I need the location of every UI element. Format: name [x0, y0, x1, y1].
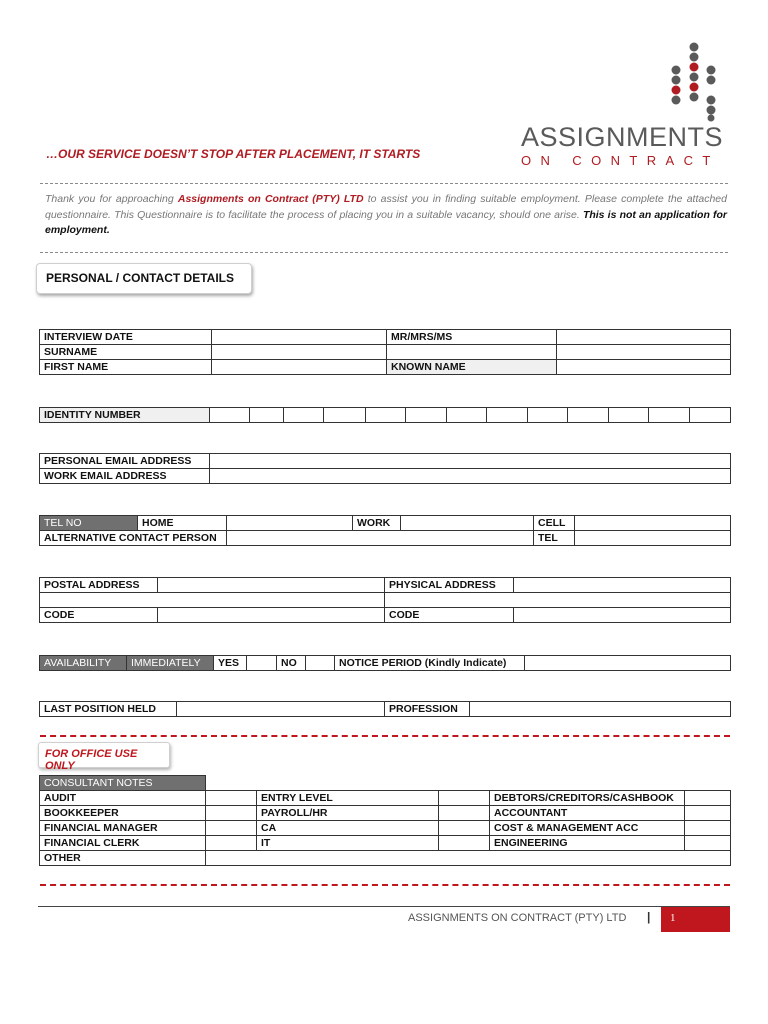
alt-tel-label: TEL	[534, 531, 575, 546]
blank-cell	[685, 776, 731, 791]
home-phone-field[interactable]	[227, 516, 353, 531]
yes-label: YES	[214, 656, 247, 671]
known-name-field[interactable]	[557, 360, 731, 375]
option-checkbox[interactable]	[439, 821, 490, 836]
option-label: AUDIT	[40, 791, 206, 806]
no-label: NO	[277, 656, 306, 671]
logo-subtitle: ON CONTRACT	[521, 153, 720, 168]
option-checkbox[interactable]	[685, 821, 731, 836]
notice-period-field[interactable]	[525, 656, 731, 671]
known-name-label: KNOWN NAME	[387, 360, 557, 375]
email-table	[39, 453, 731, 484]
surname-field[interactable]	[212, 345, 387, 360]
work-email-label: WORK EMAIL ADDRESS	[40, 469, 210, 484]
address-table	[39, 577, 731, 623]
option-label: DEBTORS/CREDITORS/CASHBOOK	[490, 791, 685, 806]
surname-label: SURNAME	[40, 345, 212, 360]
personal-email-label: PERSONAL EMAIL ADDRESS	[40, 454, 210, 469]
intro-text-2: to assist you in finding suitable employment. Please complete the attached questionnaire. This Questionnaire is to facilitate the process of placing you in a suitable vacancy, should one arise.	[45, 193, 727, 221]
surname-extra-field[interactable]	[387, 345, 557, 360]
footer-separator: |	[647, 910, 651, 924]
id-digit[interactable]	[406, 408, 447, 423]
blank-cell	[439, 776, 490, 791]
last-position-field[interactable]	[177, 702, 385, 717]
identity-number-label: IDENTITY NUMBER	[40, 408, 210, 423]
office-divider-top	[40, 735, 730, 737]
option-checkbox[interactable]	[206, 836, 257, 851]
immediately-label: IMMEDIATELY	[127, 656, 214, 671]
name-table	[39, 329, 731, 375]
option-checkbox[interactable]	[685, 836, 731, 851]
office-divider-bottom	[40, 884, 730, 886]
intro-disclaimer: This is not an application for employment.	[45, 208, 727, 236]
option-label: ENTRY LEVEL	[257, 791, 439, 806]
intro-company: Assignments on Contract (PTY) LTD	[177, 193, 364, 205]
id-digit[interactable]	[366, 408, 406, 423]
office-use-title: FOR OFFICE USE ONLY	[45, 748, 138, 772]
id-digit[interactable]	[284, 408, 324, 423]
page-number-box	[661, 907, 730, 932]
profession-label: PROFESSION	[385, 702, 470, 717]
divider-top	[40, 183, 728, 184]
id-digit[interactable]	[528, 408, 568, 423]
physical-code-field[interactable]	[514, 608, 731, 623]
no-checkbox[interactable]	[306, 656, 335, 671]
option-label: CA	[257, 821, 439, 836]
work-label: WORK	[353, 516, 401, 531]
id-digit[interactable]	[609, 408, 649, 423]
physical-address-field[interactable]	[514, 578, 731, 593]
section-title: PERSONAL / CONTACT DETAILS	[46, 271, 235, 285]
alt-contact-label: ALTERNATIVE CONTACT PERSON	[40, 531, 227, 546]
postal-address-label: POSTAL ADDRESS	[40, 578, 158, 593]
postal-address-field[interactable]	[158, 578, 385, 593]
option-checkbox[interactable]	[206, 821, 257, 836]
blank-cell	[206, 776, 257, 791]
postal-code-field[interactable]	[158, 608, 385, 623]
option-checkbox[interactable]	[685, 806, 731, 821]
first-name-field[interactable]	[212, 360, 387, 375]
cell-label: CELL	[534, 516, 575, 531]
logo-wordmark: ASSIGNMENTS	[521, 122, 724, 152]
work-phone-field[interactable]	[401, 516, 534, 531]
divider-bottom	[40, 252, 728, 253]
blank-cell	[257, 776, 439, 791]
title-field[interactable]	[557, 330, 731, 345]
alt-contact-field[interactable]	[227, 531, 534, 546]
option-label: IT	[257, 836, 439, 851]
last-position-label: LAST POSITION HELD	[40, 702, 177, 717]
profession-field[interactable]	[470, 702, 731, 717]
option-checkbox[interactable]	[206, 791, 257, 806]
position-table	[39, 701, 731, 717]
id-digit[interactable]	[568, 408, 609, 423]
alt-tel-field[interactable]	[575, 531, 731, 546]
id-digit[interactable]	[324, 408, 366, 423]
intro-paragraph	[45, 192, 727, 239]
tagline: …OUR SERVICE DOESN’T STOP AFTER PLACEMENT, IT STARTS	[46, 147, 421, 161]
option-checkbox[interactable]	[206, 806, 257, 821]
consultant-notes-label: CONSULTANT NOTES	[40, 776, 206, 791]
footer-company: ASSIGNMENTS ON CONTRACT (PTY) LTD	[408, 912, 627, 924]
option-checkbox[interactable]	[685, 791, 731, 806]
id-digit[interactable]	[250, 408, 284, 423]
postal-address-line-2[interactable]	[40, 593, 385, 608]
title-label: MR/MRS/MS	[387, 330, 557, 345]
id-digit[interactable]	[649, 408, 690, 423]
option-label: COST & MANAGEMENT ACC	[490, 821, 685, 836]
option-checkbox[interactable]	[439, 791, 490, 806]
yes-checkbox[interactable]	[247, 656, 277, 671]
logo-mark	[668, 42, 720, 122]
option-checkbox[interactable]	[439, 836, 490, 851]
first-name-label: FIRST NAME	[40, 360, 212, 375]
id-digit[interactable]	[210, 408, 250, 423]
option-label: BOOKKEEPER	[40, 806, 206, 821]
blank-cell	[490, 776, 685, 791]
identity-table	[39, 407, 731, 423]
physical-address-label: PHYSICAL ADDRESS	[385, 578, 514, 593]
footer-rule	[38, 906, 730, 907]
option-label: PAYROLL/HR	[257, 806, 439, 821]
consultant-notes-table	[39, 775, 731, 866]
availability-table	[39, 655, 731, 671]
home-label: HOME	[138, 516, 227, 531]
option-label: FINANCIAL CLERK	[40, 836, 206, 851]
interview-date-label: INTERVIEW DATE	[40, 330, 212, 345]
interview-date-field[interactable]	[212, 330, 387, 345]
intro-text-1: Thank you for approaching	[45, 193, 178, 205]
office-use-header	[38, 742, 170, 772]
surname-extra-field-2[interactable]	[557, 345, 731, 360]
personal-email-field[interactable]	[210, 454, 731, 469]
option-checkbox[interactable]	[439, 806, 490, 821]
work-email-field[interactable]	[210, 469, 731, 484]
availability-label: AVAILABILITY	[40, 656, 127, 671]
cell-phone-field[interactable]	[575, 516, 731, 531]
physical-address-line-2[interactable]	[385, 593, 731, 608]
id-digit[interactable]	[690, 408, 731, 423]
telephone-table	[39, 515, 731, 546]
notice-period-label: NOTICE PERIOD (Kindly Indicate)	[335, 656, 525, 671]
section-header	[36, 263, 252, 294]
id-digit[interactable]	[447, 408, 487, 423]
page-number: 1	[670, 912, 676, 924]
option-label: ENGINEERING	[490, 836, 685, 851]
postal-code-label: CODE	[40, 608, 158, 623]
id-digit[interactable]	[487, 408, 528, 423]
option-label: OTHER	[40, 851, 206, 866]
other-field[interactable]	[206, 851, 731, 866]
option-label: FINANCIAL MANAGER	[40, 821, 206, 836]
option-label: ACCOUNTANT	[490, 806, 685, 821]
tel-no-label: TEL NO	[40, 516, 138, 531]
physical-code-label: CODE	[385, 608, 514, 623]
